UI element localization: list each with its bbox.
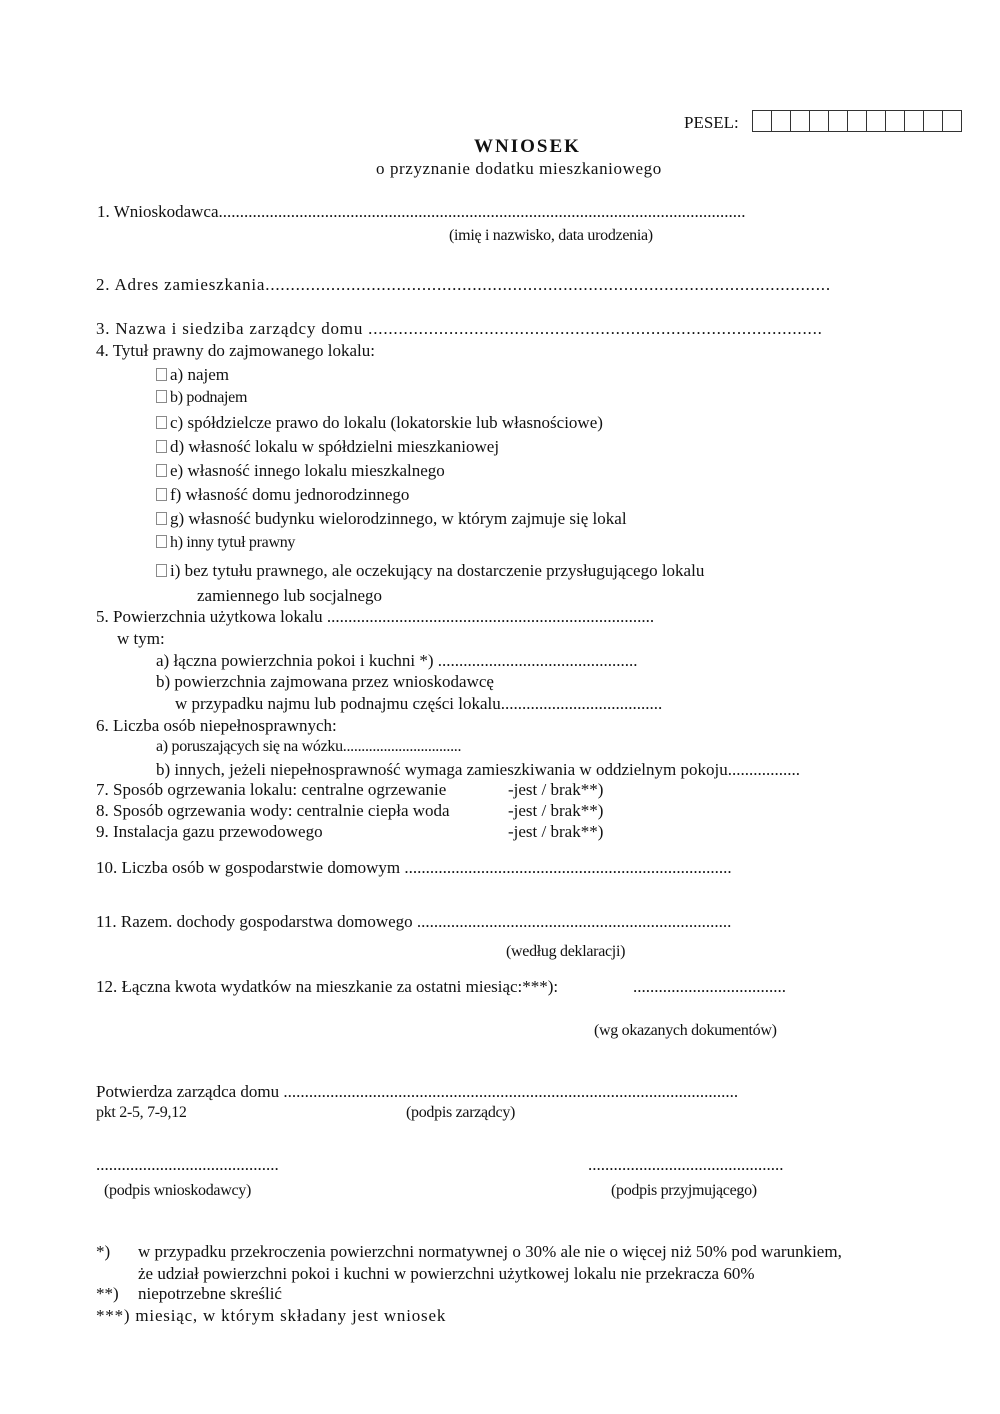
other-disabled-field[interactable]: b) innych, jeżeli niepełnosprawność wymaga zamieszkiwania w oddzielnym pokoju................. <box>156 760 800 779</box>
page-subtitle: o przyznanie dodatku mieszkaniowego <box>376 159 662 178</box>
checkbox[interactable] <box>156 368 167 381</box>
manager-confirmation-field[interactable]: Potwierdza zarządca domu ........................................................................................................... <box>96 1082 739 1101</box>
pesel-digit-box[interactable] <box>943 110 962 132</box>
manager-field[interactable]: 3. Nazwa i siedziba zarządcy domu .......................................................................................... <box>96 319 823 338</box>
footnote-1-line1: w przypadku przekroczenia powierzchni normatywnej o 30% ale nie o więcej niż 50% pod warunkiem, <box>138 1242 842 1261</box>
pesel-digit-box[interactable] <box>924 110 943 132</box>
footnote-2-mark: **) <box>96 1284 119 1303</box>
pesel-digit-box[interactable] <box>848 110 867 132</box>
gas-value[interactable]: -jest / brak**) <box>508 822 604 841</box>
legal-title-option[interactable]: c) spółdzielcze prawo do lokalu (lokatorskie lub własnościowe) <box>156 413 603 433</box>
legal-title-heading: 4. Tytuł prawny do zajmowanego lokalu: <box>96 341 375 360</box>
checkbox[interactable] <box>156 464 167 477</box>
wheelchair-users-field[interactable]: a) poruszających się na wózku................................ <box>156 738 462 755</box>
legal-title-option[interactable]: h) inny tytuł prawny <box>156 534 295 552</box>
household-income-field[interactable]: 11. Razem. dochody gospodarstwa domowego .......................................................................... <box>96 912 732 931</box>
pesel-digit-box[interactable] <box>829 110 848 132</box>
pesel-digit-box[interactable] <box>867 110 886 132</box>
legal-title-option[interactable]: g) własność budynku wielorodzinnego, w którym zajmuje się lokal <box>156 509 627 529</box>
legal-title-option[interactable]: f) własność domu jednorodzinnego <box>156 485 409 505</box>
confirmation-points: pkt 2-5, 7-9,12 <box>96 1104 187 1121</box>
disabled-persons-heading: 6. Liczba osób niepełnosprawnych: <box>96 716 337 735</box>
checkbox[interactable] <box>156 390 167 403</box>
receiver-signature-label: (podpis przyjmującego) <box>611 1182 757 1199</box>
applicant-area-field[interactable]: w przypadku najmu lub podnajmu części lokalu...................................... <box>175 694 663 713</box>
household-size-field[interactable]: 10. Liczba osób w gospodarstwie domowym ............................................................................. <box>96 858 732 877</box>
legal-title-option[interactable]: a) najem <box>156 365 229 385</box>
checkbox[interactable] <box>156 488 167 501</box>
water-heating-value[interactable]: -jest / brak**) <box>508 801 604 820</box>
footnote-2-text: niepotrzebne skreślić <box>138 1284 282 1303</box>
legal-title-option[interactable]: e) własność innego lokalu mieszkalnego <box>156 461 445 481</box>
footnote-3: ***) miesiąc, w którym składany jest wniosek <box>96 1306 447 1325</box>
housing-expenses-label: 12. Łączna kwota wydatków na mieszkanie za ostatni miesiąc:***): <box>96 977 559 996</box>
pesel-digit-box[interactable] <box>886 110 905 132</box>
pesel-digit-box[interactable] <box>905 110 924 132</box>
legal-title-option[interactable]: d) własność lokalu w spółdzielni mieszkaniowej <box>156 437 499 457</box>
heating-label: 7. Sposób ogrzewania lokalu: centralne ogrzewanie <box>96 780 447 799</box>
legal-title-option-continuation: zamiennego lub socjalnego <box>197 586 383 605</box>
manager-signature-hint: (podpis zarządcy) <box>406 1104 516 1121</box>
pesel-digit-box[interactable] <box>791 110 810 132</box>
usable-area-field[interactable]: 5. Powierzchnia użytkowa lokalu ............................................................................. <box>96 607 655 626</box>
housing-expenses-hint: (wg okazanych dokumentów) <box>594 1022 777 1039</box>
pesel-digit-box[interactable] <box>772 110 791 132</box>
legal-title-option[interactable]: b) podnajem <box>156 389 247 407</box>
pesel-input-grid[interactable] <box>752 110 962 132</box>
applicant-signature-label: (podpis wnioskodawcy) <box>104 1182 252 1199</box>
applicant-signature-field[interactable]: ........................................... <box>96 1155 279 1174</box>
footnote-1-line2: że udział powierzchni pokoi i kuchni w powierzchni użytkowej lokalu nie przekracza 60% <box>138 1264 755 1283</box>
checkbox[interactable] <box>156 564 167 577</box>
household-income-hint: (według deklaracji) <box>506 943 626 960</box>
pesel-digit-box[interactable] <box>810 110 829 132</box>
receiver-signature-field[interactable]: .............................................. <box>588 1155 784 1174</box>
page-title: WNIOSEK <box>474 136 581 157</box>
checkbox[interactable] <box>156 416 167 429</box>
pesel-label: PESEL: <box>684 113 739 132</box>
applicant-field[interactable]: 1. Wnioskodawca............................................................................................................................ <box>97 202 746 221</box>
usable-area-w-tym: w tym: <box>117 629 165 648</box>
applicant-hint: (imię i nazwisko, data urodzenia) <box>449 227 653 244</box>
water-heating-label: 8. Sposób ogrzewania wody: centralnie ciepła woda <box>96 801 450 820</box>
pesel-digit-box[interactable] <box>753 110 772 132</box>
rooms-kitchen-area-field[interactable]: a) łączna powierzchnia pokoi i kuchni *) ............................................... <box>156 651 638 670</box>
gas-label: 9. Instalacja gazu przewodowego <box>96 822 323 841</box>
housing-expenses-field[interactable]: .................................... <box>633 977 786 996</box>
heating-value[interactable]: -jest / brak**) <box>508 780 604 799</box>
address-field[interactable]: 2. Adres zamieszkania................................................................................................................ <box>96 275 831 294</box>
checkbox[interactable] <box>156 440 167 453</box>
checkbox[interactable] <box>156 535 167 548</box>
legal-title-option[interactable]: i) bez tytułu prawnego, ale oczekujący na dostarczenie przysługującego lokalu <box>156 561 704 581</box>
footnote-1-mark: *) <box>96 1242 111 1261</box>
checkbox[interactable] <box>156 512 167 525</box>
applicant-area-label: b) powierzchnia zajmowana przez wnioskodawcę <box>156 672 494 691</box>
